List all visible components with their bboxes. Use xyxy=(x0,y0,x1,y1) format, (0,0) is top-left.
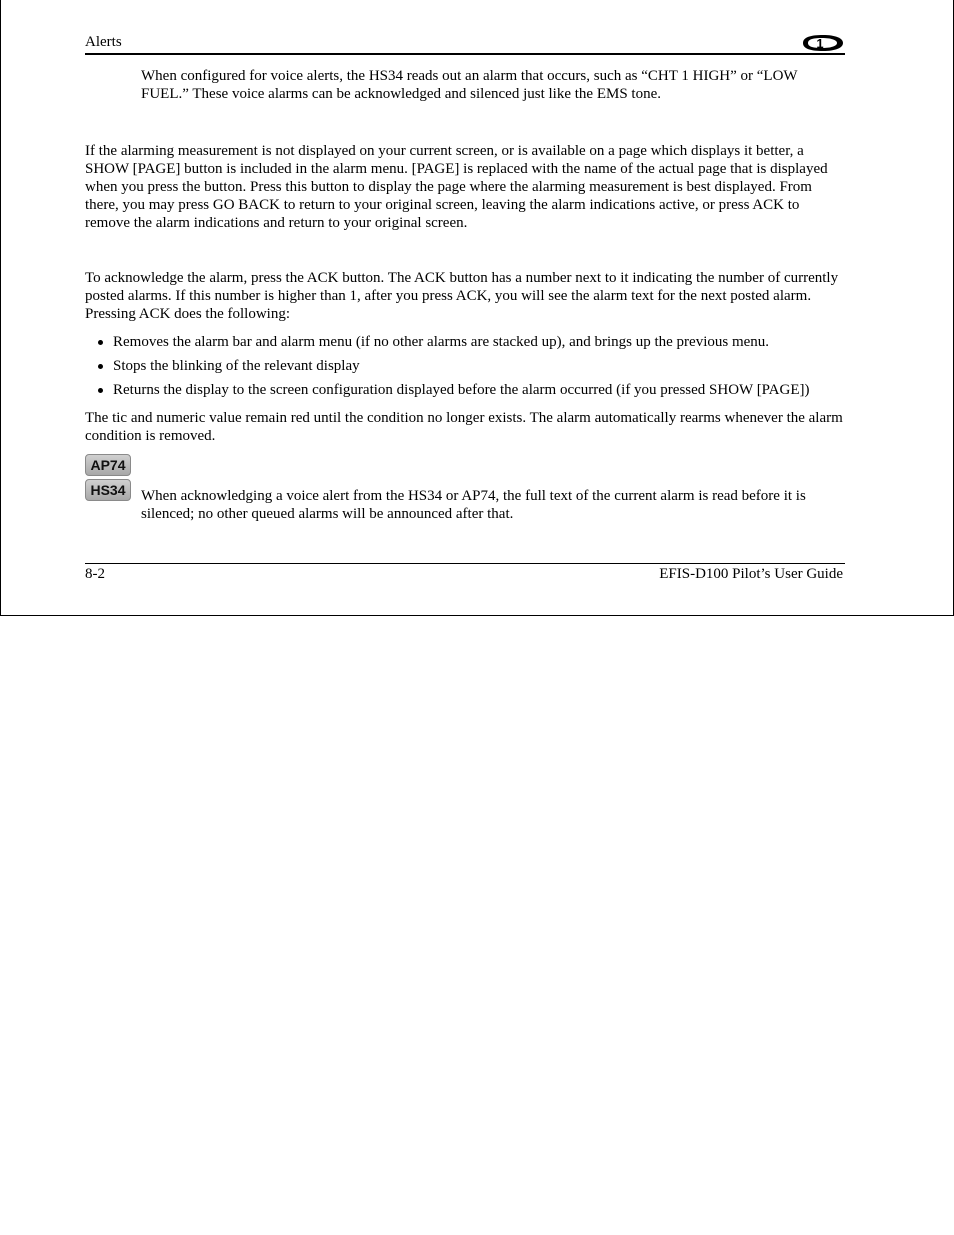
logo-text: 1 xyxy=(816,36,824,51)
page-footer xyxy=(85,563,845,584)
hs34-badge: HS34 xyxy=(85,479,131,501)
bullet-icon xyxy=(98,388,103,393)
page-number: 8-2 xyxy=(85,566,105,582)
document-page xyxy=(0,0,954,616)
guide-title: EFIS-D100 Pilot’s User Guide xyxy=(659,566,843,582)
ap74-badge: AP74 xyxy=(85,454,131,476)
ack-actions-list xyxy=(85,333,855,405)
list-item: Removes the alarm bar and alarm menu (if no other alarms are stacked up), and brings up the previous menu. xyxy=(85,333,855,357)
bullet-icon xyxy=(98,364,103,369)
list-item: Stops the blinking of the relevant display xyxy=(85,357,855,381)
tic-paragraph: The tic and numeric value remain red until the condition no longer exists. The alarm automatically rearms whenever the alarm condition is removed. xyxy=(85,410,843,444)
show-page-paragraph: If the alarming measurement is not displayed on your current screen, or is available on a page which displays it better, a SHOW [PAGE] button is included in the alarm menu. [PAGE] is replaced with the name of the actual page that is displayed when you press the button. Press this button to display the page where the alarming measurement is best displayed. From there, you may press GO BACK to return to your original screen, leaving the alarm indications active, or press ACK to remove the alarm indications and return to your original screen. xyxy=(85,143,828,231)
dynon-logo-icon xyxy=(799,34,845,52)
page-header xyxy=(85,33,845,55)
voice-alert-note: When configured for voice alerts, the HS34 reads out an alarm that occurs, such as “CHT 1 HIGH” or “LOW FUEL.” These voice alarms can be acknowledged and silenced just like the EMS tone. xyxy=(141,68,798,102)
bullet-icon xyxy=(98,340,103,345)
ack-paragraph: To acknowledge the alarm, press the ACK button. The ACK button has a number next to it indicating the number of currently posted alarms. If this number is higher than 1, after you press ACK, you will see the alarm text for the next posted alarm. Pressing ACK does the following: xyxy=(85,270,839,322)
list-item: Returns the display to the screen configuration displayed before the alarm occurred (if you pressed SHOW [PAGE]) xyxy=(85,381,855,405)
section-title: Alerts xyxy=(85,34,122,50)
ack-voice-note: When acknowledging a voice alert from the HS34 or AP74, the full text of the current alarm is read before it is silenced; no other queued alarms will be announced after that. xyxy=(141,488,806,522)
